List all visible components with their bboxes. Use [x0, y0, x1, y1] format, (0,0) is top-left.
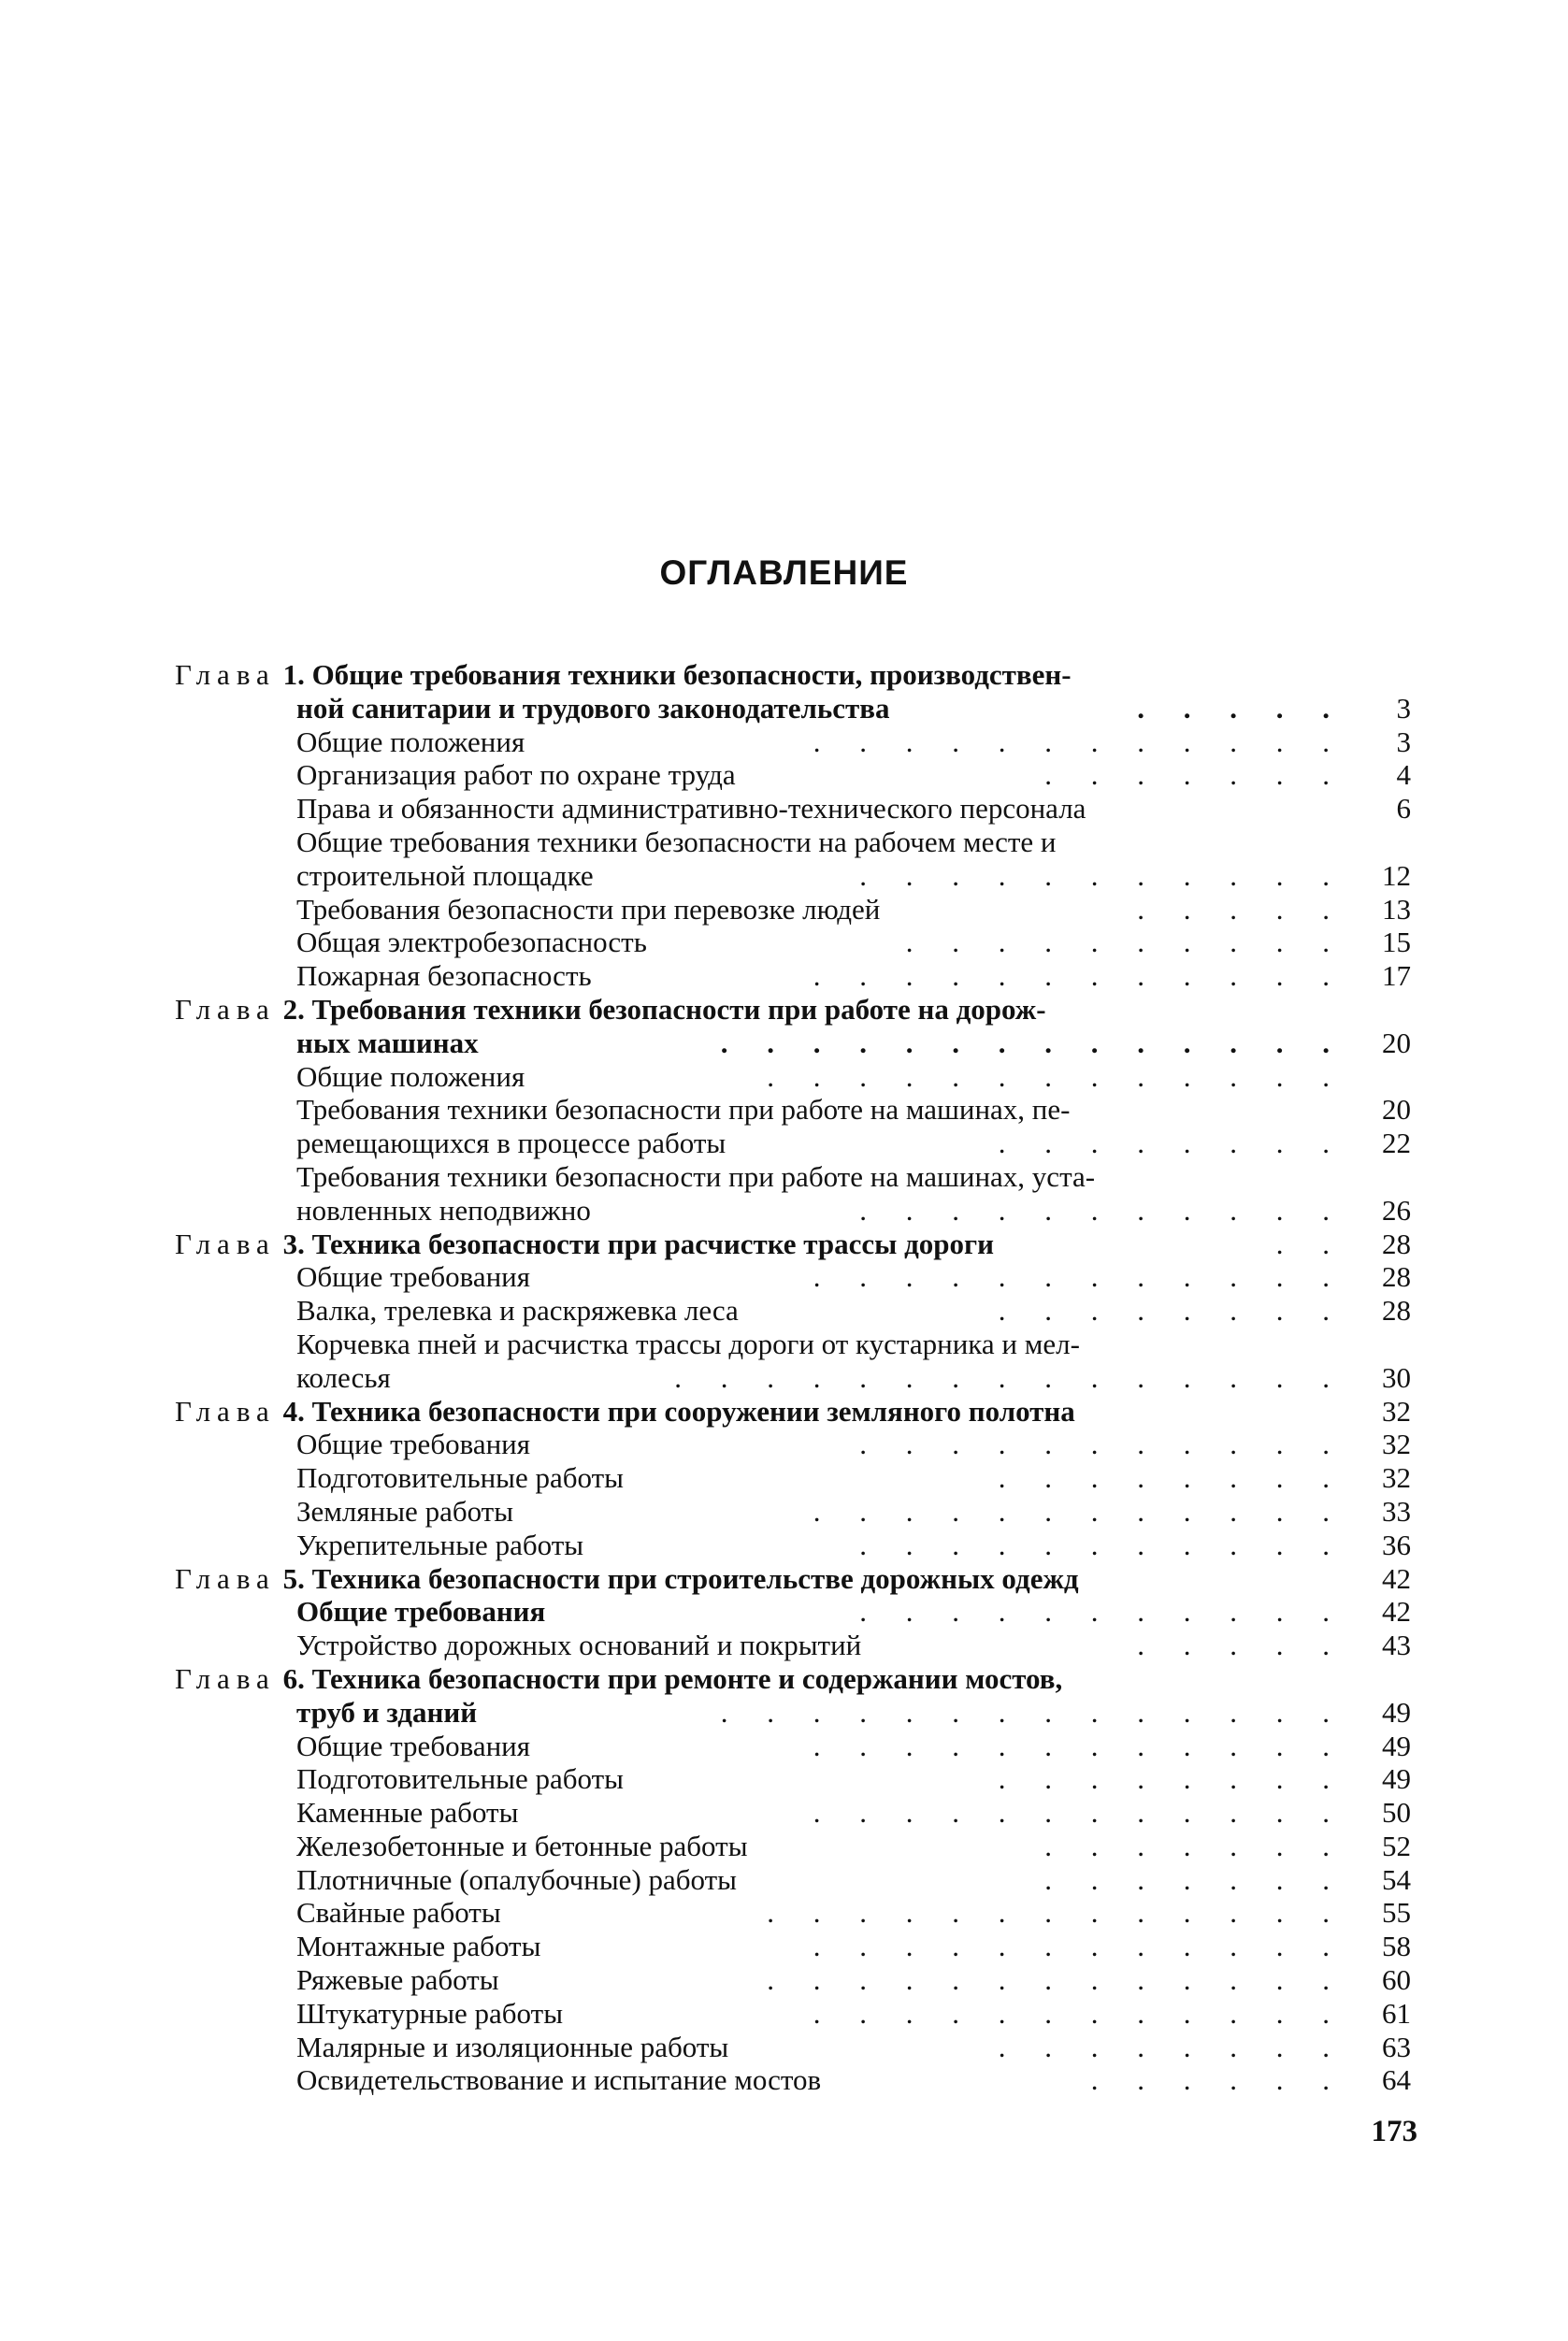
- chapter-title: Техника безопасности при расчистке трассы дороги: [311, 1227, 994, 1260]
- chapter-number: 3.: [282, 1227, 305, 1260]
- page-number: 3: [1396, 691, 1411, 725]
- chapter-title: Техника безопасности при сооружении земляного полотна: [311, 1394, 1075, 1428]
- toc-chapter-4[interactable]: [175, 1395, 1411, 1429]
- page-number: 61: [1382, 1996, 1411, 2030]
- entry-title: Общие требования: [296, 1428, 531, 1461]
- toc-entry[interactable]: [175, 1863, 1411, 1897]
- page-number: 50: [1382, 1796, 1411, 1830]
- page-number: 36: [1382, 1528, 1411, 1561]
- entry-title-cont: строительной площадке: [296, 858, 594, 892]
- entry-title-cont: новленных неподвижно: [296, 1193, 591, 1227]
- entry-title: Устройство дорожных оснований и покрытий: [296, 1629, 862, 1662]
- chapter-title: Общие требования техники безопасности, производствен-: [311, 658, 1072, 691]
- toc-entry-cont[interactable]: [175, 1127, 1411, 1160]
- dot-leader: . . . . . . . .: [998, 2030, 1345, 2063]
- entry-title: Требования техники безопасности при работе на машинах, уста-: [296, 1159, 1096, 1193]
- dot-leader: . . . . . . . .: [998, 1762, 1345, 1796]
- entry-title: Общие требования техники безопасности на рабочем месте и: [296, 825, 1057, 858]
- chapter-title: Требования техники безопасности при работе на дорож-: [311, 992, 1046, 1026]
- entry-title: Свайные работы: [296, 1896, 501, 1930]
- page-number: 22: [1382, 1127, 1411, 1160]
- dot-leader: . . . . . . . . . . . . .: [767, 1896, 1345, 1930]
- toc-chapter-6-cont[interactable]: [175, 1696, 1411, 1730]
- page-number: 43: [1382, 1629, 1411, 1662]
- page-number: 63: [1382, 2030, 1411, 2063]
- toc-chapter-6[interactable]: [175, 1662, 1411, 1696]
- chapter-prefix: Глава: [175, 1394, 276, 1428]
- dot-leader: . . . . . .: [1090, 2063, 1345, 2097]
- toc-entry[interactable]: [175, 1730, 1411, 1763]
- entry-title: Общие положения: [296, 725, 525, 758]
- dot-leader: . . . . . . . . . . . . . .: [720, 1695, 1345, 1729]
- dot-leader: . . . . . . . . . .: [905, 926, 1345, 959]
- chapter-number: 2.: [282, 992, 305, 1026]
- entry-title: Монтажные работы: [296, 1930, 541, 1963]
- entry-title: Организация работ по охране труда: [296, 758, 736, 792]
- dot-leader: . . . . .: [1137, 892, 1345, 926]
- dot-leader: . . . . . . . . . . . .: [813, 1796, 1345, 1830]
- toc-entry[interactable]: [175, 1997, 1411, 2031]
- toc-entry[interactable]: [175, 1529, 1411, 1562]
- chapter-prefix: Глава: [175, 1561, 276, 1595]
- toc-chapter-3[interactable]: [175, 1228, 1411, 1261]
- page-folio-number: 173: [1371, 2115, 1417, 2148]
- dot-leader: . . . . . . . . . . .: [859, 1595, 1345, 1629]
- toc-entry[interactable]: [175, 1963, 1411, 1997]
- page-number: 32: [1382, 1461, 1411, 1495]
- page-number: 6: [1396, 792, 1411, 826]
- toc-entry[interactable]: [175, 1328, 1411, 1361]
- entry-title: Требования безопасности при перевозке людей: [296, 892, 881, 926]
- chapter-title-cont: ной санитарии и трудового законодательства: [296, 691, 890, 725]
- dot-leader: . . . . . . .: [1044, 1829, 1345, 1862]
- entry-title: Подготовительные работы: [296, 1461, 625, 1495]
- dot-leader: . .: [1275, 1227, 1345, 1260]
- toc-entry[interactable]: [175, 2031, 1411, 2064]
- page-number: 64: [1382, 2063, 1411, 2097]
- page-number: 32: [1382, 1394, 1411, 1428]
- toc-entry-cont[interactable]: [175, 1194, 1411, 1228]
- toc-chapter-5[interactable]: [175, 1562, 1411, 1596]
- page-number: 49: [1382, 1729, 1411, 1762]
- dot-leader: . . . . . . .: [1044, 758, 1345, 792]
- dot-leader: . . . . . . . . . . .: [859, 1193, 1345, 1227]
- page-number: 55: [1382, 1896, 1411, 1930]
- dot-leader: . . . . . . . .: [998, 1127, 1345, 1160]
- dot-leader: . . . . . . . . . . .: [859, 1428, 1345, 1461]
- dot-leader: . . . . . . . . . . . . .: [767, 1963, 1345, 1997]
- chapter-prefix: Глава: [175, 1227, 276, 1260]
- chapter-number: 6.: [282, 1661, 305, 1695]
- table-of-contents: [175, 658, 1411, 2097]
- toc-entry[interactable]: [175, 893, 1411, 926]
- toc-entry[interactable]: [175, 1796, 1411, 1830]
- toc-entry[interactable]: [175, 959, 1411, 993]
- entry-title-cont: колесья: [296, 1360, 391, 1394]
- dot-leader: . . . . . . . . . . . .: [813, 959, 1345, 993]
- entry-title: Ряжевые работы: [296, 1963, 499, 1997]
- toc-entry[interactable]: [175, 1495, 1411, 1529]
- chapter-title-cont: ных машинах: [296, 1026, 479, 1059]
- entry-title: Малярные и изоляционные работы: [296, 2030, 729, 2063]
- dot-leader: . . . . . . . . . . . .: [813, 1260, 1345, 1294]
- dot-leader: . . . . . . . . . . . . . .: [720, 1026, 1345, 1059]
- page-number: 20: [1382, 1093, 1411, 1127]
- page-number: 3: [1396, 725, 1411, 758]
- entry-title: Общие требования: [296, 1729, 531, 1762]
- toc-entry[interactable]: [175, 826, 1411, 859]
- page-number: 15: [1382, 926, 1411, 959]
- entry-title: Укрепительные работы: [296, 1528, 584, 1561]
- page-number: 28: [1382, 1294, 1411, 1328]
- entry-title: Земляные работы: [296, 1494, 514, 1528]
- page-number: 49: [1382, 1762, 1411, 1796]
- page-number: 4: [1396, 758, 1411, 792]
- dot-leader: . . . . . . . . . . .: [859, 858, 1345, 892]
- toc-entry[interactable]: [175, 1260, 1411, 1294]
- entry-title: Железобетонные и бетонные работы: [296, 1829, 748, 1862]
- toc-entry[interactable]: [175, 1762, 1411, 1796]
- chapter-title: Техника безопасности при строительстве дорожных одежд: [311, 1561, 1079, 1595]
- dot-leader: . . . . . . . . . . . . .: [767, 1059, 1345, 1093]
- toc-entry[interactable]: [175, 1930, 1411, 1963]
- dot-leader: . . . . .: [1137, 691, 1345, 725]
- toc-entry[interactable]: [175, 2063, 1411, 2097]
- chapter-prefix: Глава: [175, 1661, 276, 1695]
- chapter-prefix: Глава: [175, 658, 276, 691]
- entry-title: Плотничные (опалубочные) работы: [296, 1862, 738, 1896]
- entry-title: Штукатурные работы: [296, 1996, 564, 2030]
- page-number: 17: [1382, 959, 1411, 993]
- page-number: 28: [1382, 1260, 1411, 1294]
- entry-title: Освидетельствование и испытание мостов: [296, 2063, 822, 2097]
- entry-title: Права и обязанности административно-технического персонала: [296, 792, 1086, 826]
- dot-leader: . . . . . . . . . . . .: [813, 1930, 1345, 1963]
- chapter-title: Техника безопасности при ремонте и содержании мостов,: [311, 1661, 1063, 1695]
- chapter-title-cont: труб и зданий: [296, 1695, 478, 1729]
- toc-entry[interactable]: [175, 1896, 1411, 1930]
- toc-chapter-2[interactable]: [175, 993, 1411, 1027]
- page-number: 52: [1382, 1829, 1411, 1862]
- page-number: 12: [1382, 858, 1411, 892]
- entry-title: Каменные работы: [296, 1796, 519, 1830]
- entry-title: Требования техники безопасности при работе на машинах, пе-: [296, 1093, 1071, 1127]
- page-number: 42: [1382, 1595, 1411, 1629]
- page-number: 20: [1382, 1026, 1411, 1059]
- entry-title: Общие положения: [296, 1059, 525, 1093]
- toc-entry[interactable]: [175, 1428, 1411, 1461]
- dot-leader: . . . . . . . . . . . .: [813, 1494, 1345, 1528]
- toc-entry[interactable]: [175, 1093, 1411, 1127]
- toc-chapter-1-cont[interactable]: [175, 692, 1411, 725]
- dot-leader: . . . . . . . . . . . .: [813, 1996, 1345, 2030]
- chapter-prefix: Глава: [175, 992, 276, 1026]
- toc-entry-cont[interactable]: [175, 1361, 1411, 1395]
- page-number: 42: [1382, 1561, 1411, 1595]
- page-number: 60: [1382, 1963, 1411, 1997]
- dot-leader: . . . . . . . . . . . .: [813, 725, 1345, 758]
- toc-entry[interactable]: [175, 1294, 1411, 1328]
- chapter-number: 5.: [282, 1561, 305, 1595]
- entry-title: Общая электробезопасность: [296, 926, 647, 959]
- toc-entry[interactable]: [175, 1461, 1411, 1495]
- page-number: 49: [1382, 1695, 1411, 1729]
- entry-title: Валка, трелевка и раскряжевка леса: [296, 1294, 739, 1328]
- entry-title: Пожарная безопасность: [296, 959, 592, 993]
- toc-entry[interactable]: [175, 1595, 1411, 1629]
- dot-leader: . . . . . . . .: [998, 1461, 1345, 1495]
- toc-entry[interactable]: [175, 725, 1411, 759]
- dot-leader: . . . . . . .: [1044, 1862, 1345, 1896]
- dot-leader: . . . . . . . . . . .: [859, 1528, 1345, 1561]
- toc-entry[interactable]: [175, 926, 1411, 959]
- toc-chapter-1[interactable]: [175, 658, 1411, 692]
- page-number: 58: [1382, 1930, 1411, 1963]
- toc-chapter-2-cont[interactable]: [175, 1027, 1411, 1060]
- toc-entry[interactable]: [175, 792, 1411, 826]
- toc-entry[interactable]: [175, 1830, 1411, 1863]
- page-number: 26: [1382, 1193, 1411, 1227]
- dot-leader: . . . . . . . .: [998, 1294, 1345, 1328]
- page-number: 13: [1382, 892, 1411, 926]
- entry-title: Общие требования: [296, 1260, 531, 1294]
- dot-leader: . . . . .: [1137, 1629, 1345, 1662]
- entry-title: Подготовительные работы: [296, 1762, 625, 1796]
- entry-title: Корчевка пней и расчистка трассы дороги от кустарника и мел-: [296, 1327, 1080, 1360]
- toc-entry[interactable]: [175, 1060, 1411, 1094]
- dot-leader: . . . . . . . . . . . .: [813, 1729, 1345, 1762]
- chapter-number: 1.: [282, 658, 305, 691]
- page-number: 28: [1382, 1227, 1411, 1260]
- page-number: 54: [1382, 1862, 1411, 1896]
- dot-leader: . . . . . . . . . . . . . . .: [674, 1360, 1345, 1394]
- toc-entry-cont[interactable]: [175, 859, 1411, 893]
- chapter-number: 4.: [282, 1394, 305, 1428]
- page-number: 30: [1382, 1360, 1411, 1394]
- page-title: ОГЛАВЛЕНИЕ: [659, 553, 909, 592]
- toc-entry[interactable]: [175, 758, 1411, 792]
- toc-entry[interactable]: [175, 1160, 1411, 1194]
- page-number: 33: [1382, 1494, 1411, 1528]
- toc-entry[interactable]: [175, 1629, 1411, 1662]
- entry-title: Общие требования: [296, 1595, 546, 1629]
- entry-title-cont: ремещающихся в процессе работы: [296, 1127, 726, 1160]
- page-number: 32: [1382, 1428, 1411, 1461]
